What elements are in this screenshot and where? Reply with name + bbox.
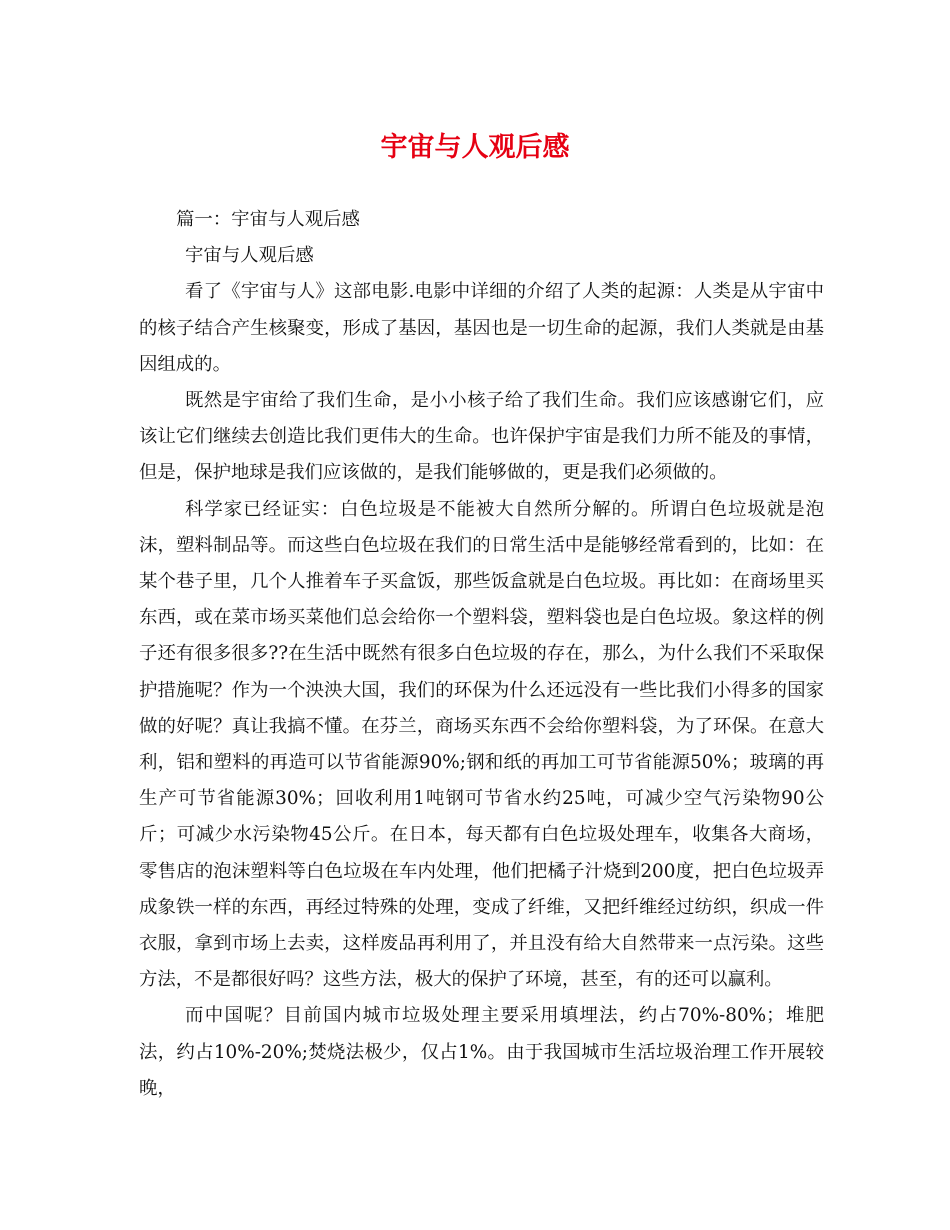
document-body [139,202,824,1107]
document-title: 宇宙与人观后感 [380,132,570,163]
section-heading: 篇一：宇宙与人观后感 [176,209,360,230]
paragraph: 看了《宇宙与人》这部电影.电影中详细的介绍了人类的起源：人类是从宇宙中的核子结合产生核聚变，形成了基因，基因也是一切生命的起源，我们人类就是由基因组成的。 [139,281,824,375]
paragraph: 科学家已经证实：白色垃圾是不能被大自然所分解的。所谓白色垃圾就是泡沫，塑料制品等。而这些白色垃圾在我们的日常生活中是能够经常看到的，比如：在某个巷子里，几个人推着车子买盒饭，那些饭盒就是白色垃圾。再比如：在商场里买东西，或在菜市场买菜他们总会给你一个塑料袋，塑料袋也是白色垃圾。象这样的例子还有很多很多??在生活中既然有很多白色垃圾的存在，那么，为什么我们不采取保护措施呢？作为一个泱泱大国，我们的环保为什么还远没有一些比我们小得多的国家做的好呢？真让我搞不懂。在芬兰，商场买东西不会给你塑料袋，为了环保。在意大利，铝和塑料的再造可以节省能源90%;钢和纸的再加工可节省能源50%；玻璃的再生产可节省能源30%；回收利用1吨钢可节省水约25吨，可减少空气污染物90公斤；可减少水污染物45公斤。在日本，每天都有白色垃圾处理车，收集各大商场，零售店的泡沫塑料等白色垃圾在车内处理，他们把橘子汁烧到200度，把白色垃圾弄成象铁一样的东西，再经过特殊的处理，变成了纤维，又把纤维经过纺织，织成一件衣服，拿到市场上去卖，这样废品再利用了，并且没有给大自然带来一点污染。这些方法，不是都很好吗？这些方法，极大的保护了环境，甚至，有的还可以赢利。 [139,498,824,991]
paragraph: 既然是宇宙给了我们生命，是小小核子给了我们生命。我们应该感谢它们，应该让它们继续去创造比我们更伟大的生命。也许保护宇宙是我们力所不能及的事情，但是，保护地球是我们应该做的，是我们能够做的，更是我们必须做的。 [139,390,824,484]
sub-heading: 宇宙与人观后感 [185,245,314,267]
paragraph: 而中国呢？目前国内城市垃圾处理主要采用填埋法，约占70%-80%；堆肥法，约占10%-20%;焚烧法极少，仅占1%。由于我国城市生活垃圾治理工作开展较晚， [139,1005,824,1099]
